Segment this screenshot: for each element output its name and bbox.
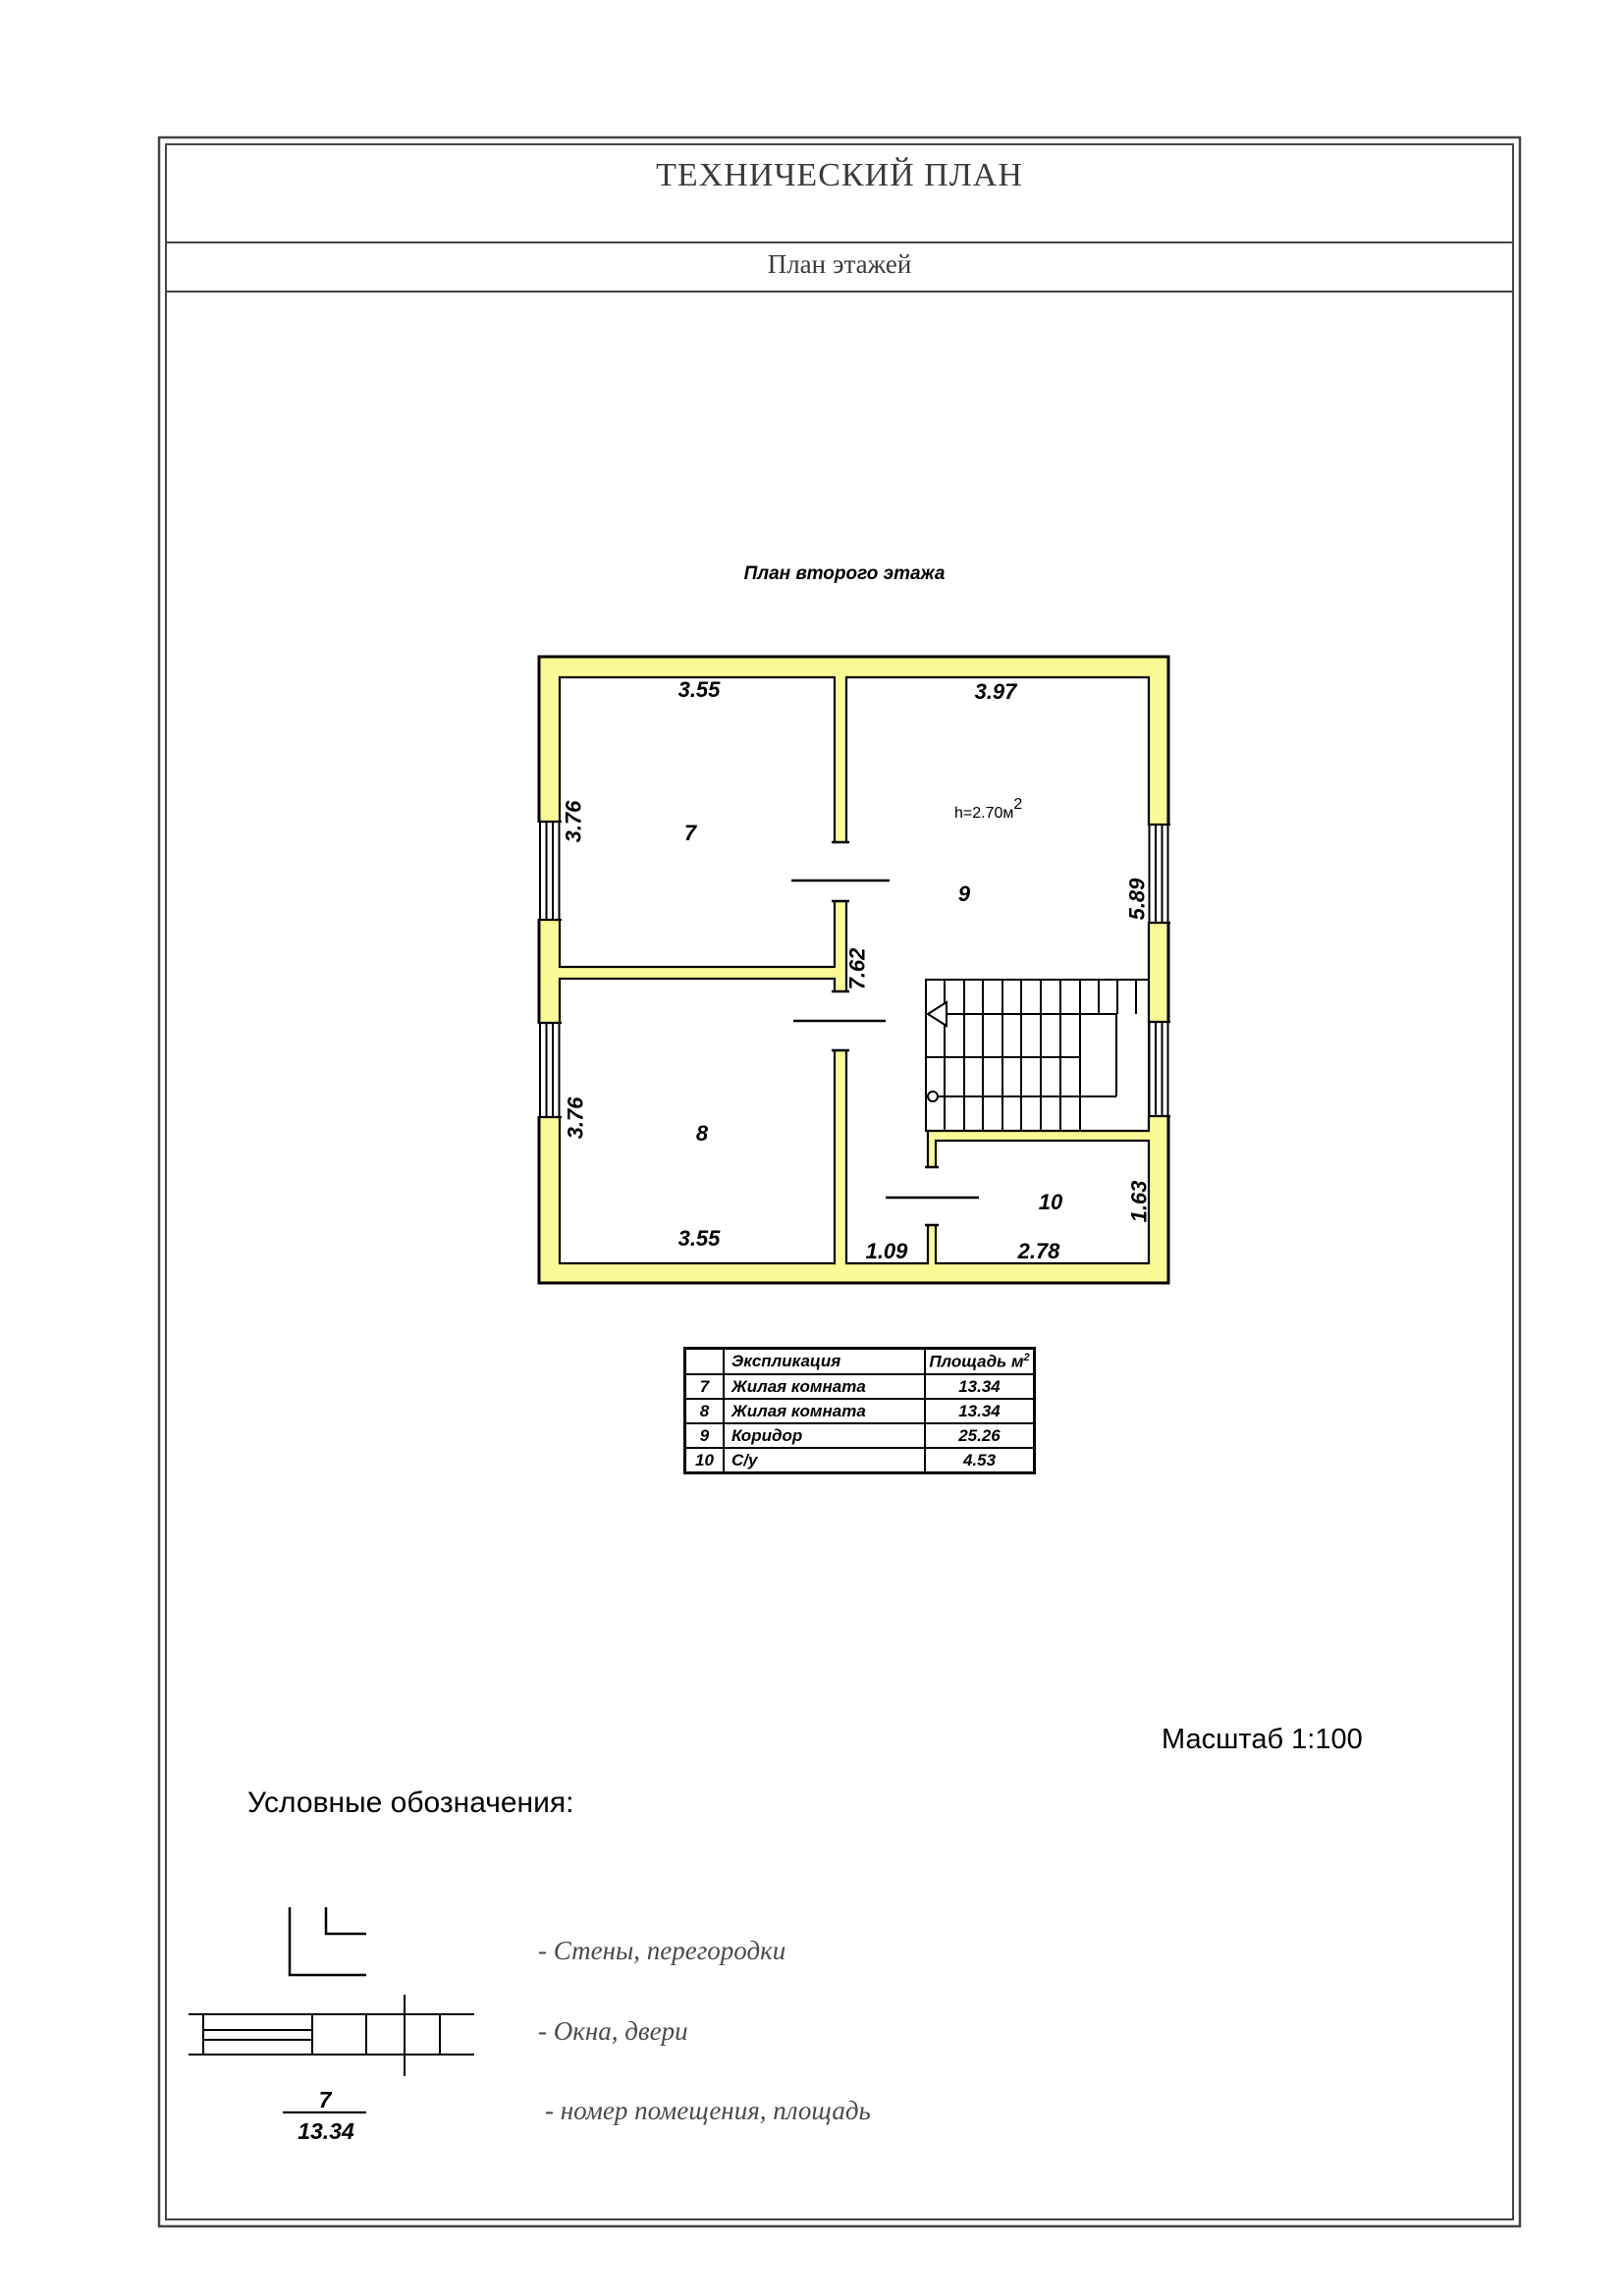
room8-number: 8: [695, 1121, 709, 1146]
page-title: ТЕХНИЧЕСКИЙ ПЛАН: [656, 157, 1023, 193]
table-row: [685, 1399, 1035, 1423]
row-area: 13.34: [925, 1374, 1035, 1399]
room9-number: 9: [957, 881, 971, 906]
legend-item-walls: - Стены, перегородки: [538, 1936, 786, 1965]
dim-room7-top: 3.55: [677, 677, 721, 702]
table-header-empty: [685, 1349, 725, 1375]
row-name: С/у: [724, 1448, 925, 1473]
dim-room9-right: 5.89: [1124, 878, 1150, 921]
table-row: [685, 1374, 1035, 1399]
dim-room8-left: 3.76: [563, 1096, 588, 1140]
page-subtitle: План этажей: [767, 249, 912, 279]
row-area: 13.34: [925, 1399, 1035, 1423]
row-number: 9: [685, 1423, 725, 1448]
table-header-area: [925, 1349, 1035, 1375]
table-row: [685, 1448, 1035, 1473]
legend-room-area: 13.34: [298, 2118, 354, 2144]
legend-item-windows-doors: - Окна, двери: [538, 2016, 688, 2046]
room10-number: 10: [1038, 1190, 1063, 1214]
row-name: Жилая комната: [724, 1374, 925, 1399]
table-header-name: Экспликация: [724, 1349, 925, 1375]
legend-room-number: 7: [318, 2087, 332, 2112]
dim-room10-bottom: 2.78: [1017, 1239, 1060, 1263]
floor-plan: [536, 657, 1171, 1283]
dim-corridor-vertical: 7.62: [844, 947, 870, 990]
table-header-area-text: Площадь м: [929, 1352, 1024, 1371]
row-number: 8: [685, 1399, 725, 1423]
dim-hall-bottom: 1.09: [865, 1239, 908, 1263]
table-header-area-sup: 2: [1023, 1351, 1030, 1363]
plan-caption: План второго этажа: [743, 563, 946, 584]
stair-start-dot-icon: [928, 1092, 938, 1101]
scale-label: Масштаб 1:100: [1162, 1724, 1363, 1755]
window-symbol-left-top: [536, 822, 563, 920]
dim-room9-top: 3.97: [974, 679, 1017, 704]
row-name: Коридор: [724, 1423, 925, 1448]
dim-room10-right: 1.63: [1126, 1180, 1152, 1223]
room7-number: 7: [683, 821, 697, 845]
row-area: 4.53: [925, 1448, 1035, 1473]
legend-title: Условные обозначения:: [247, 1787, 574, 1819]
window-symbol-right-top: [1146, 825, 1171, 923]
ceiling-height-note: h=2.70м2: [954, 796, 1023, 822]
table-header-row: [685, 1349, 1035, 1375]
table-row: [685, 1423, 1035, 1448]
row-name: Жилая комната: [724, 1399, 925, 1423]
legend-item-room-number: - номер помещения, площадь: [545, 2096, 871, 2125]
row-number: 7: [685, 1374, 725, 1399]
row-area: 25.26: [925, 1423, 1035, 1448]
explication-table: [683, 1347, 1036, 1474]
dim-room8-bottom: 3.55: [677, 1226, 721, 1251]
row-number: 10: [685, 1448, 725, 1473]
walls-symbol: [290, 1907, 366, 1975]
dim-room7-left: 3.76: [561, 800, 586, 843]
window-symbol-left-bottom: [536, 1023, 563, 1117]
room7-area: [560, 677, 835, 967]
room-number-symbol: [283, 2087, 366, 2144]
window-door-symbol: [189, 1995, 474, 2076]
legend-symbols: [189, 1907, 474, 2144]
